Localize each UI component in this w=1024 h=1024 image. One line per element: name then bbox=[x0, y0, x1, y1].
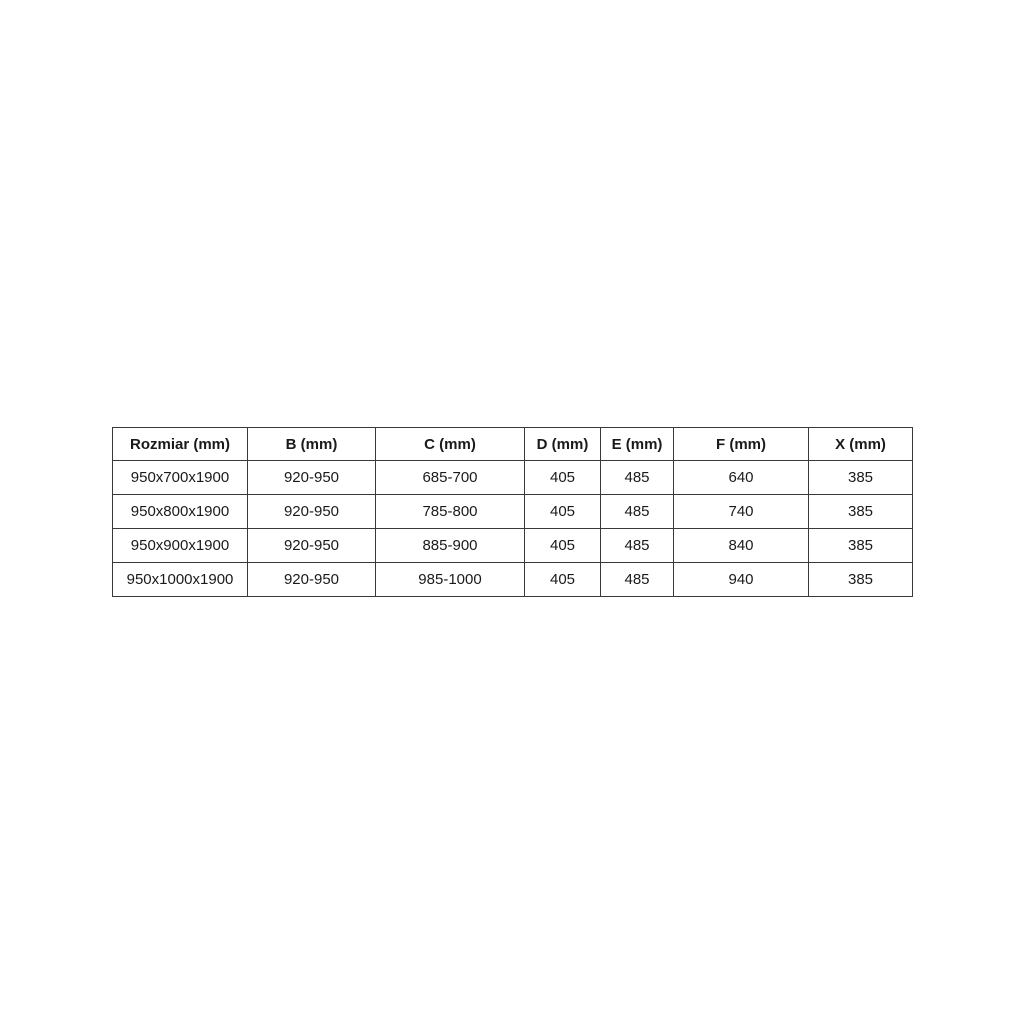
table-cell: 385 bbox=[809, 495, 913, 529]
table-row bbox=[113, 461, 913, 495]
table-header-cell: Rozmiar (mm) bbox=[113, 428, 248, 461]
table-cell: 485 bbox=[601, 529, 674, 563]
table-cell: 885-900 bbox=[376, 529, 525, 563]
table-cell: 920-950 bbox=[248, 495, 376, 529]
table-cell: 405 bbox=[525, 563, 601, 597]
table-cell: 685-700 bbox=[376, 461, 525, 495]
table-cell: 485 bbox=[601, 563, 674, 597]
table-cell: 940 bbox=[674, 563, 809, 597]
table-cell: 385 bbox=[809, 461, 913, 495]
dimensions-table bbox=[112, 427, 913, 597]
table-header-cell: E (mm) bbox=[601, 428, 674, 461]
table-row bbox=[113, 495, 913, 529]
table-row-header bbox=[113, 428, 913, 461]
table-cell: 950x800x1900 bbox=[113, 495, 248, 529]
table-header-row bbox=[113, 428, 913, 461]
dimensions-table-container bbox=[112, 427, 912, 597]
table-header-cell: D (mm) bbox=[525, 428, 601, 461]
table-cell: 485 bbox=[601, 495, 674, 529]
table-cell: 485 bbox=[601, 461, 674, 495]
table-cell: 920-950 bbox=[248, 563, 376, 597]
table-cell: 985-1000 bbox=[376, 563, 525, 597]
table-cell: 740 bbox=[674, 495, 809, 529]
table-row bbox=[113, 529, 913, 563]
table-cell: 840 bbox=[674, 529, 809, 563]
table-body bbox=[113, 461, 913, 597]
table-cell: 950x900x1900 bbox=[113, 529, 248, 563]
table-cell: 640 bbox=[674, 461, 809, 495]
table-header-cell: F (mm) bbox=[674, 428, 809, 461]
table-cell: 385 bbox=[809, 529, 913, 563]
table-cell: 920-950 bbox=[248, 529, 376, 563]
table-cell: 920-950 bbox=[248, 461, 376, 495]
table-cell: 785-800 bbox=[376, 495, 525, 529]
table-cell: 405 bbox=[525, 461, 601, 495]
table-cell: 405 bbox=[525, 529, 601, 563]
table-cell: 950x1000x1900 bbox=[113, 563, 248, 597]
table-cell: 950x700x1900 bbox=[113, 461, 248, 495]
table-row bbox=[113, 563, 913, 597]
table-header-cell: B (mm) bbox=[248, 428, 376, 461]
table-cell: 385 bbox=[809, 563, 913, 597]
table-cell: 405 bbox=[525, 495, 601, 529]
table-header-cell: X (mm) bbox=[809, 428, 913, 461]
table-header-cell: C (mm) bbox=[376, 428, 525, 461]
